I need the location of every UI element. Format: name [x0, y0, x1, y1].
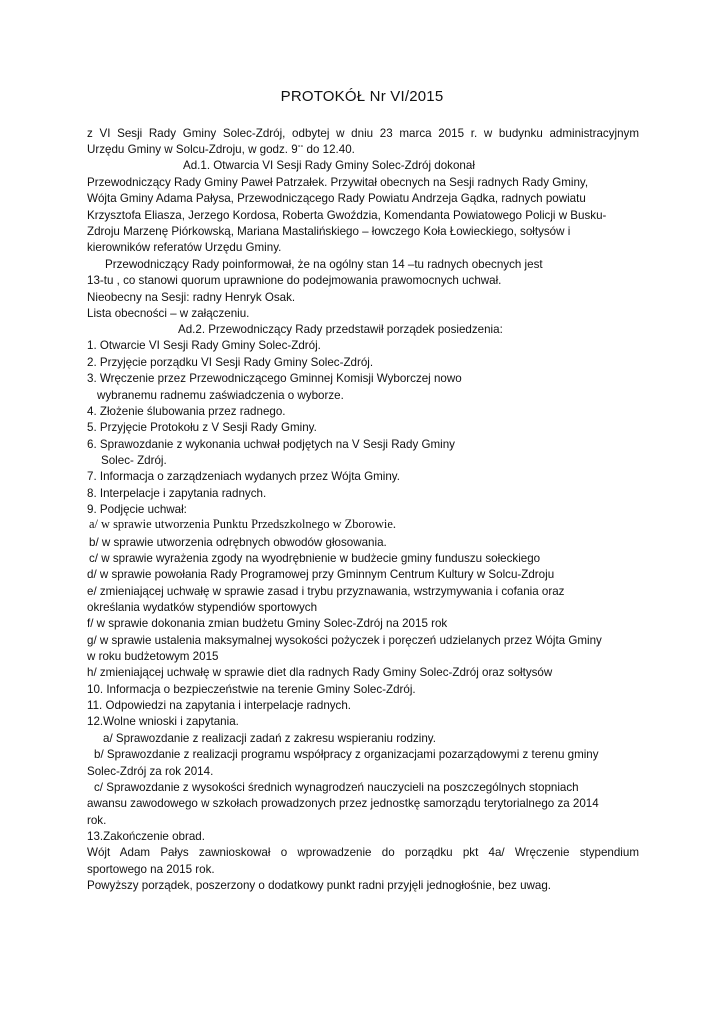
intro-line: z VI Sesji Rady Gminy Solec-Zdrój, odbytej w dniu 23 marca 2015 r. w budynku administracyjnym: [87, 127, 639, 140]
report-item-continued: rok.: [87, 814, 107, 827]
resolution-item: c/ w sprawie wyrażenia zgody na wyodrębnienie w budżecie gminy funduszu sołeckiego: [89, 552, 541, 565]
agenda-item: 9. Podjęcie uchwał:: [87, 503, 187, 516]
intro-time-line: [87, 142, 355, 157]
paragraph-line: Przewodniczący Rady poinformował, że na ogólny stan 14 –tu radnych obecnych jest: [105, 258, 543, 271]
agenda-item: 2. Przyjęcie porządku VI Sesji Rady Gminy Solec-Zdrój.: [87, 356, 374, 369]
ad1-heading: Ad.1. Otwarcia VI Sesji Rady Gminy Solec-Zdrój dokonał: [183, 159, 475, 172]
time-text: Urzędu Gminy w Solcu-Zdroju, w godz. 9: [87, 143, 298, 156]
resolution-item: h/ zmieniającej uchwałę w sprawie diet dla radnych Rady Gminy Solec-Zdrój oraz sołtysów: [87, 666, 553, 679]
agenda-item: 6. Sprawozdanie z wykonania uchwał podjętych na V Sesji Rady Gminy: [87, 438, 455, 451]
agenda-item-continued: wybranemu radnemu zaświadczenia o wyborze.: [97, 389, 344, 402]
resolution-item: f/ w sprawie dokonania zmian budżetu Gminy Solec-Zdrój na 2015 rok: [87, 617, 448, 630]
attendance-line: Lista obecności – w załączeniu.: [87, 307, 250, 320]
document-title: [0, 88, 724, 105]
motion-line-continued: sportowego na 2015 rok.: [87, 863, 215, 876]
paragraph-line: Przewodniczący Rady Gminy Paweł Patrzałek. Przywitał obecnych na Sesji radnych Rady Gminy,: [87, 176, 589, 189]
resolution-item: e/ zmieniającej uchwałę w sprawie zasad i trybu przyznawania, wstrzymywania i cofania oraz: [87, 585, 565, 598]
time-superscript: °°: [297, 145, 304, 152]
resolution-item: a/ w sprawie utworzenia Punktu Przedszkolnego w Zborowie.: [89, 517, 396, 531]
agenda-item: 11. Odpowiedzi na zapytania i interpelacje radnych.: [87, 699, 352, 712]
motion-line: Wójt Adam Pałys zawnioskował o wprowadzenie do porządku pkt 4a/ Wręczenie stypendium: [87, 846, 639, 859]
agenda-item: 3. Wręczenie przez Przewodniczącego Gminnej Komisji Wyborczej nowo: [87, 372, 462, 385]
agenda-item: 4. Złożenie ślubowania przez radnego.: [87, 405, 286, 418]
ad2-heading: Ad.2. Przewodniczący Rady przedstawił porządek posiedzenia:: [178, 323, 503, 336]
agenda-item-continued: Solec- Zdrój.: [101, 454, 167, 467]
agenda-item: 7. Informacja o zarządzeniach wydanych przez Wójta Gminy.: [87, 470, 400, 483]
paragraph-line: Wójta Gminy Adama Pałysa, Przewodniczącego Rady Powiatu Andrzeja Gądka, radnych powiatu: [87, 192, 586, 205]
agenda-item: 12.Wolne wnioski i zapytania.: [87, 715, 239, 728]
agenda-item: 5. Przyjęcie Protokołu z V Sesji Rady Gminy.: [87, 421, 317, 434]
report-item: b/ Sprawozdanie z realizacji programu współpracy z organizacjami pozarządowymi z terenu gminy: [94, 748, 599, 761]
resolution-item: b/ w sprawie utworzenia odrębnych obwodów głosowania.: [89, 536, 387, 549]
report-item-continued: Solec-Zdrój za rok 2014.: [87, 765, 214, 778]
report-item: c/ Sprawozdanie z wysokości średnich wynagrodzeń nauczycieli na poszczególnych stopniach: [94, 781, 579, 794]
agenda-item: 10. Informacja o bezpieczeństwie na terenie Gminy Solec-Zdrój.: [87, 683, 416, 696]
agenda-item: 8. Interpelacje i zapytania radnych.: [87, 487, 267, 500]
report-item: a/ Sprawozdanie z realizacji zadań z zakresu wspieraniu rodziny.: [103, 732, 436, 745]
resolution-item-continued: określania wydatków stypendiów sportowych: [87, 601, 318, 614]
paragraph-line: kierowników referatów Urzędu Gminy.: [87, 241, 282, 254]
title-text: PROTOKÓŁ Nr VI/2015: [280, 88, 444, 105]
paragraph-line: Zdroju Marzenę Piórkowską, Mariana Mastalińskiego – łowczego Koła Łowieckiego, sołtysów i: [87, 225, 571, 238]
resolution-item-continued: w roku budżetowym 2015: [87, 650, 219, 663]
agenda-item: 13.Zakończenie obrad.: [87, 830, 205, 843]
paragraph-line: 13-tu , co stanowi quorum uprawnione do podejmowania prawomocnych uchwał.: [87, 274, 502, 287]
paragraph-line: Krzysztofa Eliasza, Jerzego Kordosa, Roberta Gwoździa, Komendanta Powiatowego Policji w Busku-: [87, 209, 607, 222]
time-tail: do 12.40.: [303, 143, 355, 156]
absent-line: Nieobecny na Sesji: radny Henryk Osak.: [87, 291, 296, 304]
approval-line: Powyższy porządek, poszerzony o dodatkowy punkt radni przyjęli jednogłośnie, bez uwag.: [87, 879, 552, 892]
agenda-item: 1. Otwarcie VI Sesji Rady Gminy Solec-Zdrój.: [87, 339, 321, 352]
report-item-continued: awansu zawodowego w szkołach prowadzonych przez jednostkę samorządu terytorialnego za 2014: [87, 797, 599, 810]
resolution-item: d/ w sprawie powołania Rady Programowej przy Gminnym Centrum Kultury w Solcu-Zdroju: [87, 568, 555, 581]
resolution-item: g/ w sprawie ustalenia maksymalnej wysokości pożyczek i poręczeń udzielanych przez Wójta Gminy: [87, 634, 602, 647]
